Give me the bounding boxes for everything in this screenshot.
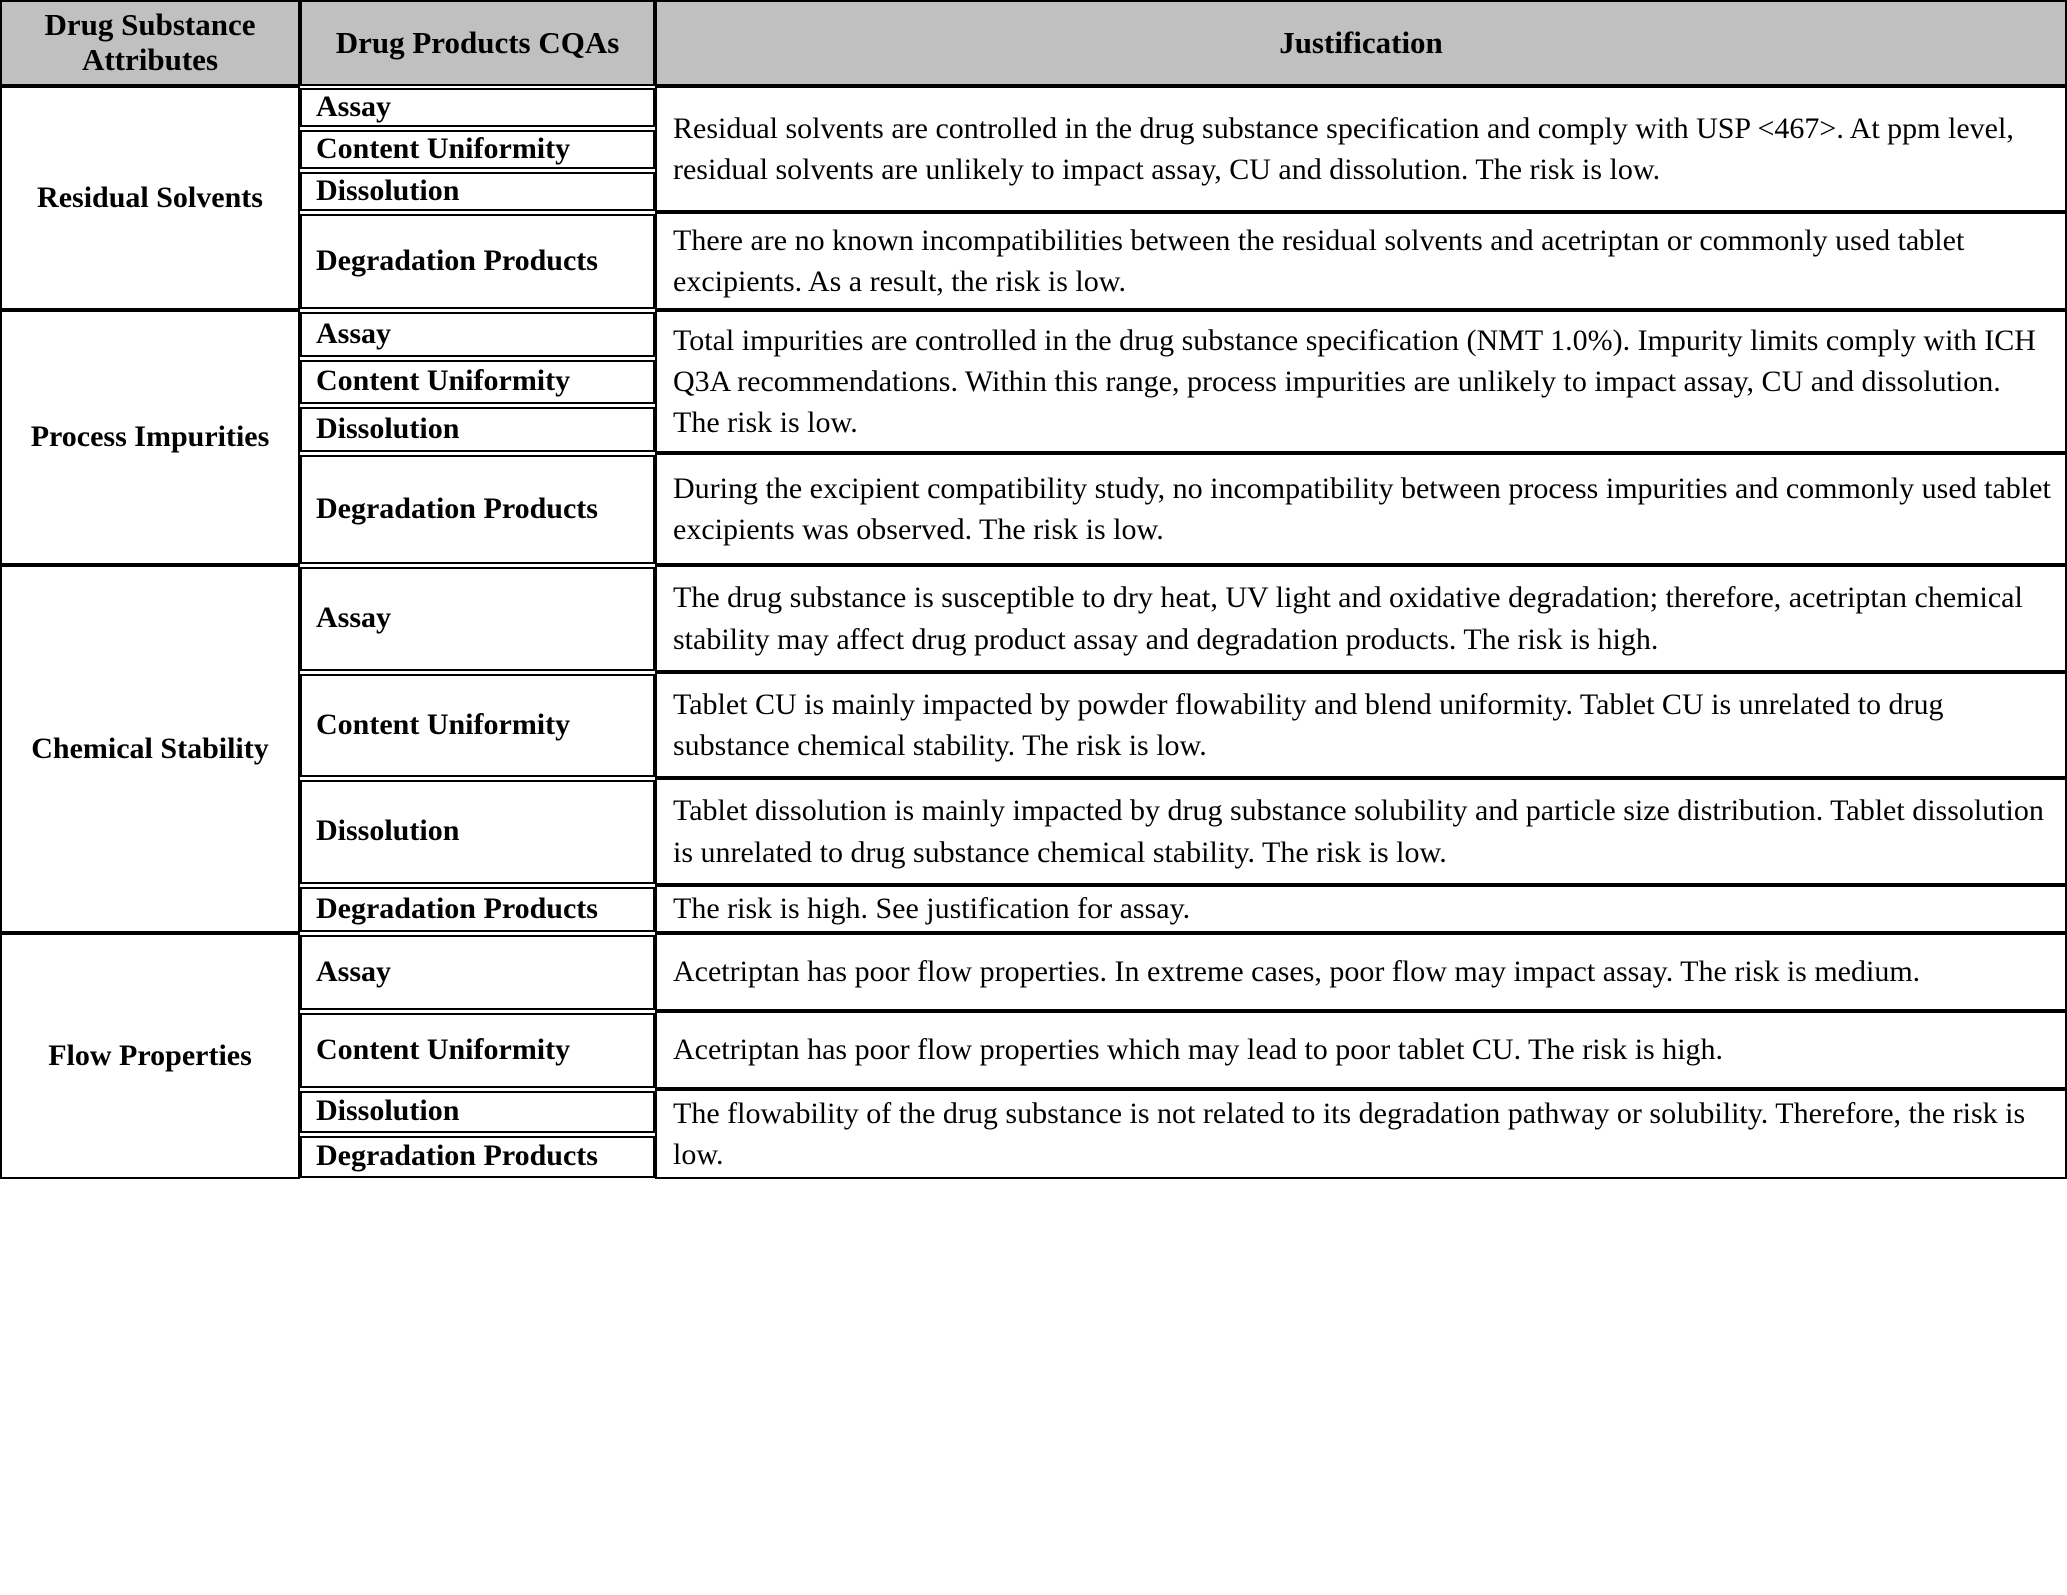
justification-cell-frame <box>655 885 2067 933</box>
justification-cell <box>655 310 2067 453</box>
cqa-cell <box>300 565 655 672</box>
attribute-cell <box>0 86 300 310</box>
table-header <box>0 0 2067 86</box>
justification-text: During the excipient compatibility study, no incompatibility between process impurities and commonly used tablet excipients was observed. The risk is low. <box>673 471 2051 546</box>
cqa-cell-frame <box>300 455 655 564</box>
justification-cell-frame <box>655 778 2067 885</box>
justification-cell-frame <box>655 672 2067 778</box>
cqa-cell-frame <box>300 407 655 452</box>
cqa-cell <box>300 1089 655 1134</box>
attribute-cell-frame <box>0 310 300 565</box>
cqa-label: Degradation Products <box>316 243 598 277</box>
cqa-cell <box>300 453 655 565</box>
justification-cell <box>655 1011 2067 1089</box>
column-header-label: Drug Products CQAs <box>335 24 620 60</box>
cqa-label: Content Uniformity <box>316 1032 571 1066</box>
cqa-cell-frame <box>300 1091 655 1133</box>
attribute-label: Process Impurities <box>30 420 270 454</box>
justification-cell-frame <box>655 1089 2067 1179</box>
table-row <box>0 310 2067 358</box>
justification-cell <box>655 86 2067 212</box>
attribute-label: Chemical Stability <box>31 731 269 765</box>
table-row <box>0 1011 2067 1089</box>
cqa-label: Assay <box>316 601 392 635</box>
table-row <box>0 778 2067 885</box>
justification-text: Acetriptan has poor flow properties. In extreme cases, poor flow may impact assay. The risk is medium. <box>673 955 1921 989</box>
table-body <box>0 86 2067 1179</box>
table-row <box>0 672 2067 778</box>
attribute-cell <box>0 565 300 933</box>
cqa-cell <box>300 933 655 1011</box>
justification-text: Tablet CU is mainly impacted by powder flowability and blend uniformity. Tablet CU is unrelated to drug substance chemical stability. The risk is low. <box>673 687 1944 762</box>
justification-cell-frame <box>655 565 2067 672</box>
justification-cell <box>655 212 2067 310</box>
cqa-cell-frame <box>300 312 655 357</box>
cqa-cell <box>300 86 655 128</box>
cqa-cell <box>300 885 655 933</box>
cqa-cell <box>300 1011 655 1089</box>
cqa-cell-frame <box>300 1136 655 1178</box>
justification-text: There are no known incompatibilities between the residual solvents and acetriptan or commonly used tablet excipients. As a result, the risk is low. <box>673 223 1965 298</box>
justification-cell <box>655 1089 2067 1179</box>
attribute-cell <box>0 933 300 1179</box>
cqa-cell <box>300 672 655 778</box>
justification-cell-frame <box>655 310 2067 453</box>
cqa-label: Dissolution <box>316 173 460 207</box>
cqa-cell <box>300 310 655 358</box>
justification-cell <box>655 778 2067 885</box>
table-row <box>0 86 2067 128</box>
cqa-cell-frame <box>300 172 655 211</box>
table-row <box>0 565 2067 672</box>
header-cell-frame <box>655 0 2067 86</box>
header-row <box>0 0 2067 86</box>
justification-cell-frame <box>655 933 2067 1011</box>
table-row <box>0 885 2067 933</box>
justification-cell <box>655 565 2067 672</box>
cqa-label: Dissolution <box>316 411 460 445</box>
cqa-label: Dissolution <box>316 1094 460 1128</box>
attribute-cell-frame <box>0 933 300 1179</box>
cqa-label: Assay <box>316 954 392 988</box>
justification-cell-frame <box>655 212 2067 310</box>
table-row <box>0 212 2067 310</box>
attribute-label: Residual Solvents <box>37 180 263 214</box>
column-header-justification <box>655 0 2067 86</box>
cqa-label: Content Uniformity <box>316 707 571 741</box>
cqa-cell <box>300 405 655 453</box>
cqa-cell-frame <box>300 935 655 1010</box>
cqa-cell <box>300 1134 655 1179</box>
cqa-cell-frame <box>300 887 655 932</box>
justification-text: Tablet dissolution is mainly impacted by drug substance solubility and particle size distribution. Tablet dissolution is unrelated to drug substance chemical stability. The risk is low. <box>673 794 2044 869</box>
justification-text: The risk is high. See justification for assay. <box>673 892 1191 926</box>
justification-cell-frame <box>655 453 2067 565</box>
justification-cell-frame <box>655 86 2067 212</box>
cqa-label: Dissolution <box>316 814 460 848</box>
cqa-cell-frame <box>300 674 655 777</box>
cqa-label: Content Uniformity <box>316 364 571 398</box>
cqa-label: Degradation Products <box>316 1139 598 1173</box>
cqa-label: Degradation Products <box>316 891 598 925</box>
column-header-drug-products-cqas <box>300 0 655 86</box>
justification-text: Residual solvents are controlled in the drug substance specification and comply with USP <467>. At ppm level, residual solvents are unlikely to impact assay, CU and dissolution. The risk is low. <box>673 111 2014 186</box>
cqa-cell <box>300 212 655 310</box>
justification-cell <box>655 672 2067 778</box>
table-row <box>0 1089 2067 1134</box>
cqa-cell-frame <box>300 214 655 309</box>
justification-text: The drug substance is susceptible to dry heat, UV light and oxidative degradation; therefore, acetriptan chemical stability may affect drug product assay and degradation products. The risk is high. <box>673 581 2023 656</box>
cqa-cell-frame <box>300 360 655 404</box>
cqa-cell-frame <box>300 1013 655 1088</box>
cqa-label: Content Uniformity <box>316 131 571 165</box>
column-header-label: Drug Substance Attributes <box>44 7 256 77</box>
header-cell-frame <box>300 0 655 86</box>
cqa-label: Degradation Products <box>316 491 598 525</box>
cqa-cell-frame <box>300 780 655 884</box>
justification-text: The flowability of the drug substance is not related to its degradation pathway or solubility. Therefore, the risk is low. <box>673 1096 2026 1171</box>
cqa-cell-frame <box>300 88 655 127</box>
justification-cell-frame <box>655 1011 2067 1089</box>
table-row <box>0 933 2067 1011</box>
justification-cell <box>655 885 2067 933</box>
cqa-cell <box>300 358 655 405</box>
column-header-drug-substance-attributes <box>0 0 300 86</box>
header-cell-frame <box>0 0 300 86</box>
cqa-cell-frame <box>300 130 655 169</box>
cqa-cell <box>300 170 655 212</box>
attribute-cell <box>0 310 300 565</box>
attribute-cell-frame <box>0 565 300 933</box>
justification-text: Acetriptan has poor flow properties which may lead to poor tablet CU. The risk is high. <box>673 1033 1724 1067</box>
cqa-cell-frame <box>300 567 655 671</box>
justification-text: Total impurities are controlled in the drug substance specification (NMT 1.0%). Impurity limits comply with ICH Q3A recommendations. Within this range, process impurities are unlikely to impact assay, CU and dissolution. The risk is low. <box>673 323 2036 440</box>
table-row <box>0 453 2067 565</box>
attribute-label: Flow Properties <box>48 1038 252 1072</box>
cqa-cell <box>300 128 655 170</box>
cqa-label: Assay <box>316 316 392 350</box>
column-header-label: Justification <box>1279 24 1443 60</box>
cqa-label: Assay <box>316 89 392 123</box>
attribute-cell-frame <box>0 86 300 310</box>
justification-cell <box>655 933 2067 1011</box>
justification-cell <box>655 453 2067 565</box>
cqa-cell <box>300 778 655 885</box>
